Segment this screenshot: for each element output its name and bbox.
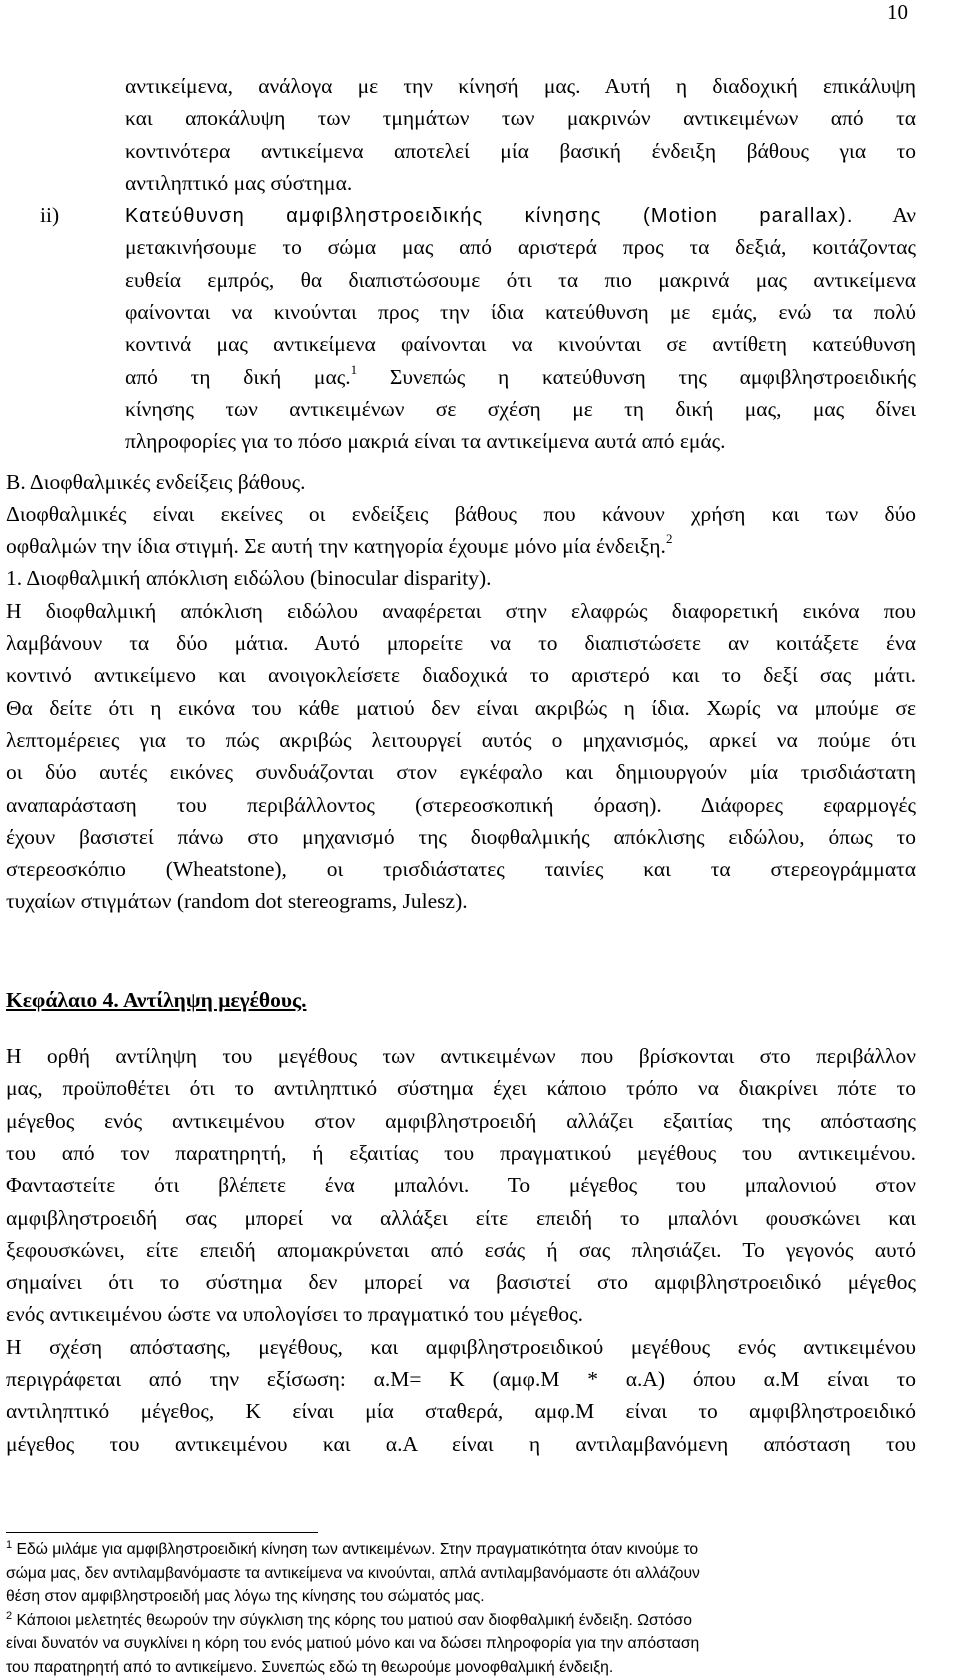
text-line: αντιληπτικό μέγεθος, Κ είναι μία σταθερά, αμφ.Μ είναι το αμφιβληστροειδικό [6, 1395, 916, 1427]
text-fragment: Συνεπώς η κατεύθυνση της αμφιβληστροειδικής [390, 365, 916, 389]
text-fragment: από τη δική μας. [125, 365, 351, 389]
text-line: κοντινότερα αντικείμενα αποτελεί μία βασική ένδειξη βάθους για το [125, 135, 916, 167]
text-line: στερεοσκόπιο (Wheatstone), οι τρισδιάστατες ταινίες και τα στερεογράμματα [6, 853, 916, 885]
footnote-line [6, 1538, 916, 1562]
footnote-ref-2[interactable]: 2 [666, 531, 673, 546]
text-line: τυχαίων στιγμάτων (random dot stereograms, Julesz). [6, 885, 916, 917]
text-line: ενός αντικειμένου ώστε να υπολογίσει το πραγματικό του μέγεθος. [6, 1298, 916, 1330]
text-line: του από τον παρατηρητή, ή εξαιτίας του πραγματικού μεγέθους του αντικειμένου. [6, 1137, 916, 1169]
footnotes [6, 1538, 916, 1679]
text-line: κίνησης των αντικειμένων σε σχέση με τη δική μας, μας δίνει [125, 393, 916, 425]
chapter-4 [0, 984, 960, 1460]
text-line: λαμβάνουν τα δύο μάτια. Αυτό μπορείτε να το διαπιστώσετε αν κοιτάξετε ένα [6, 627, 916, 659]
list-item-ii-title-line [125, 199, 916, 231]
section-binocular-cues [0, 466, 960, 918]
text-fragment: Αν [892, 203, 916, 227]
text-line: μέγεθος του αντικειμένου και α.Α είναι η αντιλαμβανόμενη απόσταση του [6, 1428, 916, 1460]
text-line: Η ορθή αντίληψη του μεγέθους των αντικειμένων που βρίσκονται στο περιβάλλον [6, 1040, 916, 1072]
text-line: αναπαράσταση του περιβάλλοντος (στερεοσκοπική όραση). Διάφορες εφαρμογές [6, 789, 916, 821]
text-line: οι δύο αυτές εικόνες συνδυάζονται στον εγκέφαλο και δημιουργούν μία τρισδιάστατη [6, 756, 916, 788]
text-line: Η διοφθαλμική απόκλιση ειδώλου αναφέρεται στην ελαφρώς διαφορετική εικόνα που [6, 595, 916, 627]
list-marker: ii) [40, 199, 59, 231]
text-line [6, 530, 916, 562]
list-item-title: Κατεύθυνση αμφιβληστροειδικής κίνησης (Motion parallax). [125, 205, 854, 227]
footnote-2 [6, 1609, 916, 1679]
text-line: πληροφορίες για το πόσο μακριά είναι τα αντικείμενα αυτά από εμάς. [125, 425, 916, 457]
footnote-mark: 1 [6, 1539, 12, 1551]
text-line: έχουν βασιστεί πάνω στο μηχανισμό της διοφθαλμικής απόκλισης ειδώλου, όπως το [6, 821, 916, 853]
text-fragment: οφθαλμών την ίδια στιγμή. Σε αυτή την κατηγορία έχουμε μόνο μία ένδειξη. [6, 534, 666, 558]
footnote-divider [6, 1532, 318, 1533]
footnote-line [6, 1609, 916, 1633]
text-fragment: Εδώ μιλάμε για αμφιβληστροειδική κίνηση των αντικειμένων. Στην πραγματικότητα όταν κινούμε το [16, 1541, 698, 1558]
footnote-ref-1[interactable]: 1 [351, 362, 358, 377]
text-line: κοντινά μας αντικείμενα φαίνονται να κινούνται σε αντίθετη κατεύθυνση [125, 328, 916, 360]
text-line: και αποκάλυψη των τμημάτων των μακρινών αντικειμένων από τα [125, 102, 916, 134]
paragraph-continuation [0, 70, 960, 199]
footnote-line: θέση στον αμφιβληστροειδή μας λόγω της κίνησης του σώματός μας. [6, 1585, 916, 1609]
text-line: αντικείμενα, ανάλογα με την κίνησή μας. Αυτή η διαδοχική επικάλυψη [125, 70, 916, 102]
footnote-line: είναι δυνατόν να συγκλίνει η κόρη του ενός ματιού μόνο και να δώσει πληροφορία για την απόσταση [6, 1632, 916, 1656]
footnote-line: σώμα μας, δεν αντιλαμβανόμαστε τα αντικείμενα να κινούνται, απλά αντιλαμβανόμαστε ότι αλλάζουν [6, 1562, 916, 1586]
list-item-title: 1. Διοφθαλμική απόκλιση ειδώλου (binocular disparity). [6, 562, 916, 594]
text-line: Διοφθαλμικές είναι εκείνες οι ενδείξεις βάθους που κάνουν χρήση και των δύο [6, 498, 916, 530]
footnote-1 [6, 1538, 916, 1609]
text-line: Θα δείτε ότι η εικόνα του κάθε ματιού δεν είναι ακριβώς η ίδια. Χωρίς να μπούμε σε [6, 692, 916, 724]
text-line: Φανταστείτε ότι βλέπετε ένα μπαλόνι. Το μέγεθος του μπαλονιού στον [6, 1169, 916, 1201]
text-line: αμφιβληστροειδή σας μπορεί να αλλάξει είτε επειδή το μπαλόνι φουσκώνει και [6, 1202, 916, 1234]
text-line: περιγράφεται από την εξίσωση: α.Μ= Κ (αμφ.Μ * α.Α) όπου α.Μ είναι το [6, 1363, 916, 1395]
text-line: Η σχέση απόστασης, μεγέθους, και αμφιβληστροειδικού μεγέθους ενός αντικειμένου [6, 1331, 916, 1363]
text-line: φαίνονται να κινούνται προς την ίδια κατεύθυνση με εμάς, ενώ τα πολύ [125, 296, 916, 328]
text-line: μέγεθος ενός αντικειμένου στον αμφιβληστροειδή αλλάζει εξαιτίας της απόστασης [6, 1105, 916, 1137]
text-line: αντιληπτικό μας σύστημα. [125, 167, 916, 199]
text-line: σημαίνει ότι το σύστημα δεν μπορεί να βασιστεί στο αμφιβληστροειδικό μέγεθος [6, 1266, 916, 1298]
chapter-heading: Κεφάλαιο 4. Αντίληψη μεγέθους. [6, 984, 960, 1016]
text-line: μετακινήσουμε το σώμα μας από αριστερά προς τα δεξιά, κοιτάζοντας [125, 231, 916, 263]
section-title: Β. Διοφθαλμικές ενδείξεις βάθους. [6, 466, 916, 498]
text-line: ξεφουσκώνει, είτε επειδή απομακρύνεται από εσάς ή σας πλησιάζει. Το γεγονός αυτό [6, 1234, 916, 1266]
text-line: ευθεία εμπρός, θα διαπιστώσουμε ότι τα πιο μακρινά μας αντικείμενα [125, 264, 916, 296]
footnote-line: του παρατηρητή από το αντικείμενο. Συνεπώς εδώ τη θεωρούμε μονοφθαλμική ένδειξη. [6, 1656, 916, 1679]
list-item-ii [0, 199, 960, 457]
page-number: 10 [887, 0, 908, 25]
page-body [0, 70, 960, 1460]
text-fragment: Κάποιοι μελετητές θεωρούν την σύγκλιση της κόρης του ματιού σαν διοφθαλμική ένδειξη. Ωστόσο [16, 1612, 691, 1629]
text-line: μας, προϋποθέτει ότι το αντιληπτικό σύστημα έχει κάποιο τρόπο να διακρίνει πότε το [6, 1072, 916, 1104]
footnote-mark: 2 [6, 1610, 12, 1622]
text-line: κοντινό αντικείμενο και ανοιγοκλείσετε διαδοχικά το αριστερό και το δεξί σας μάτι. [6, 659, 916, 691]
text-line: λεπτομέρειες για το πώς ακριβώς λειτουργεί αυτός ο μηχανισμός, αρκεί να πούμε ότι [6, 724, 916, 756]
text-line [125, 361, 916, 393]
